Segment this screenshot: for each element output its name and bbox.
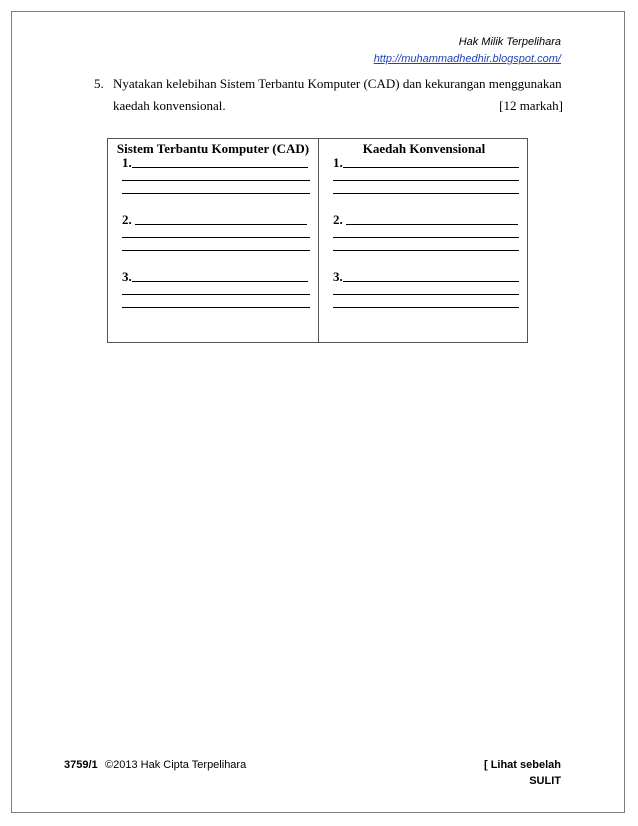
item-number: 2. <box>122 213 132 226</box>
answer-blank[interactable] <box>343 270 519 282</box>
answer-blank[interactable] <box>333 226 519 238</box>
conventional-answer-2[interactable] <box>333 213 525 252</box>
answer-table <box>107 138 528 343</box>
answer-blank[interactable] <box>333 239 519 251</box>
conventional-column-header: Kaedah Konvensional <box>362 141 486 156</box>
answer-blank[interactable] <box>122 239 310 251</box>
page-border <box>11 11 625 813</box>
item-number: 1. <box>122 156 132 169</box>
item-number: 1. <box>333 156 343 169</box>
footer-copyright: ©2013 Hak Cipta Terpelihara <box>105 759 247 771</box>
answer-blank[interactable] <box>122 169 310 181</box>
copyright-note: Hak Milik Terpelihara <box>458 36 561 48</box>
cad-answer-1[interactable] <box>122 156 314 195</box>
answer-blank[interactable] <box>132 156 308 168</box>
answer-blank[interactable] <box>343 156 519 168</box>
item-number: 2. <box>333 213 343 226</box>
conventional-answer-1[interactable] <box>333 156 525 195</box>
answer-blank[interactable] <box>132 270 308 282</box>
question-number: 5. <box>94 76 104 91</box>
answer-blank[interactable] <box>122 296 310 308</box>
classification-label: SULIT <box>529 775 561 787</box>
conventional-answer-3[interactable] <box>333 270 525 309</box>
paper-code: 3759/1 <box>64 759 98 771</box>
answer-blank[interactable] <box>333 182 519 194</box>
blog-link[interactable]: http://muhammadhedhir.blogspot.com/ <box>373 53 561 65</box>
conventional-column <box>319 139 529 342</box>
cad-column <box>108 139 318 342</box>
item-number: 3. <box>122 270 132 283</box>
cad-answer-3[interactable] <box>122 270 314 309</box>
item-number: 3. <box>333 270 343 283</box>
answer-blank[interactable] <box>333 283 519 295</box>
answer-blank[interactable] <box>333 296 519 308</box>
answer-blank[interactable] <box>346 213 518 225</box>
question-text-line2: kaedah konvensional. <box>113 98 226 113</box>
answer-blank[interactable] <box>122 226 310 238</box>
question-text-line1: Nyatakan kelebihan Sistem Terbantu Komputer (CAD) dan kekurangan menggunakan <box>113 76 562 91</box>
answer-blank[interactable] <box>333 169 519 181</box>
answer-blank[interactable] <box>122 182 310 194</box>
next-page-note: [ Lihat sebelah <box>483 759 561 771</box>
cad-answer-2[interactable] <box>122 213 314 252</box>
question-marks: [12 markah] <box>499 98 563 113</box>
answer-blank[interactable] <box>122 283 310 295</box>
cad-column-header: Sistem Terbantu Komputer (CAD) <box>116 141 310 156</box>
answer-blank[interactable] <box>135 213 307 225</box>
